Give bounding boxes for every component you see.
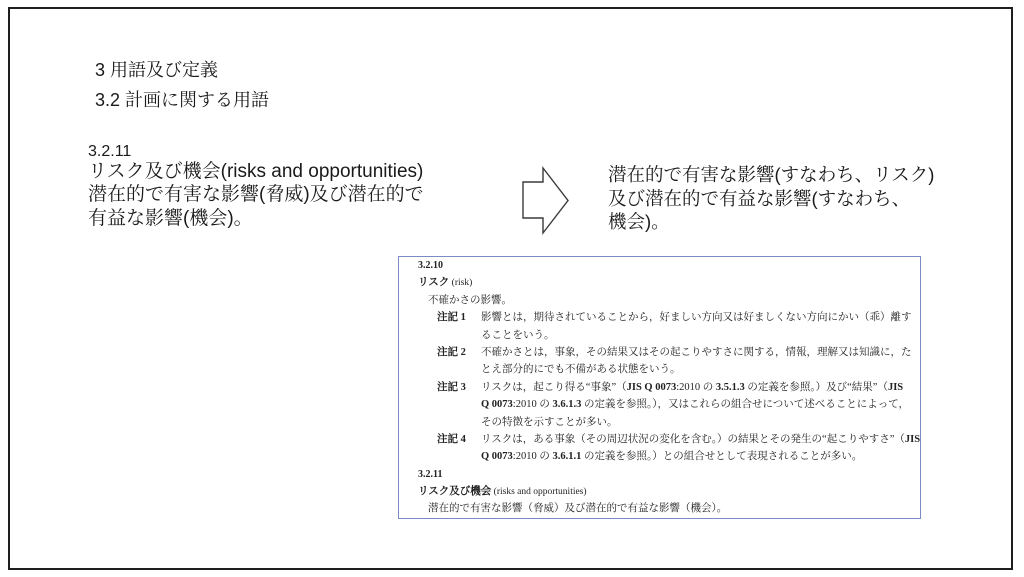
note-line [481,414,920,431]
note-line [481,309,920,326]
excerpt-term-name: リスク及び機会 [418,486,492,498]
note-line [481,327,920,344]
original-definition [88,160,424,230]
excerpt-term-name-en: (risks and opportunities) [491,487,587,498]
note-4 [437,431,920,466]
note-text-run: :2010 の [512,451,553,463]
excerpt-term-name-en: (risk) [449,278,473,289]
excerpt-term-definition: 不確かさの影響。 [428,294,512,306]
definition-line: 有益な影響(機会)。 [88,207,253,229]
note-3 [437,379,920,431]
note-label: 注記 4 [437,433,466,445]
block-arrow-right-icon [522,167,570,234]
note-line [481,448,920,465]
note-reference: 3.6.1.3 [552,399,582,411]
note-line [481,379,920,396]
note-reference: JIS [904,433,921,445]
note-line [481,361,920,378]
note-text [481,379,920,431]
note-text-run: その特徴を示すことが多い。 [481,416,618,428]
note-text-run: 不確かさとは，事象，その結果又はその起こりやすさに関する，情報，理解又は知識に，た [481,346,912,358]
excerpt-term-title [418,483,920,500]
note-reference: 3.6.1.1 [552,451,582,463]
excerpt-term-name: リスク [418,277,450,289]
note-line [481,431,920,448]
excerpt-term-number: 3.2.10 [418,260,443,271]
definition-line: 潜在的で有害な影響(すなわち、リスク) [608,164,935,185]
note-text-run: とえ部分的にでも不備がある状態をいう。 [481,364,681,376]
section-heading: 3 用語及び定義 [95,60,219,80]
note-line [481,344,920,361]
subsection-heading: 3.2 計画に関する用語 [95,90,270,110]
excerpt-term-title [418,274,920,291]
note-label: 注記 2 [437,346,466,358]
note-text-run: の定義を参照。）との組合せとして表現されることが多い。 [581,451,863,463]
note-text [481,309,920,344]
standard-excerpt [398,256,921,519]
excerpt-term-definition: 潜在的で有害な影響（脅威）及び潜在的で有益な影響（機会）。 [428,503,728,515]
note-text-run: リスクは，起こり得る“事象”（ [481,381,627,393]
note-reference: JIS [887,381,904,393]
slide [8,7,1013,570]
definition-line: 潜在的で有害な影響(脅威)及び潜在的で [88,184,424,206]
definition-line: 機会)。 [608,211,670,232]
note-text-run: ることをいう。 [481,329,555,341]
excerpt-term-number: 3.2.11 [418,468,443,480]
excerpt-notes [418,309,920,466]
term-name: リスク及び機会(risks and opportunities) [88,161,424,182]
note-reference: Q 0073 [481,399,513,411]
note-2 [437,344,920,379]
note-1 [437,309,920,344]
note-label: 注記 3 [437,381,466,393]
note-text [481,344,920,379]
note-text-run: :2010 の [676,381,716,393]
note-reference: 3.5.1.3 [715,381,745,393]
note-text-run: の定義を参照。）及び“結果”（ [744,381,888,393]
note-text-run: の定義を参照。），又はこれらの組合せについて述べることによって， [581,399,910,411]
note-reference: Q 0073 [481,451,513,463]
note-text [481,431,920,466]
term-number: 3.2.11 [88,143,132,160]
definition-line: 及び潜在的で有益な影響(すなわち、 [608,187,911,209]
note-line [481,396,920,413]
note-text-run: リスクは，ある事象（その周辺状況の変化を含む。）の結果とその発生の“起こりやすさ”（ [481,433,905,445]
note-text-run: :2010 の [512,399,553,411]
note-text-run: 影響とは，期待されていることから，好ましい方向又は好ましくない方向にかい（乖）離す [481,312,912,324]
note-label: 注記 1 [437,312,466,324]
rephrased-definition [608,163,934,234]
note-reference: JIS Q 0073 [626,381,677,393]
